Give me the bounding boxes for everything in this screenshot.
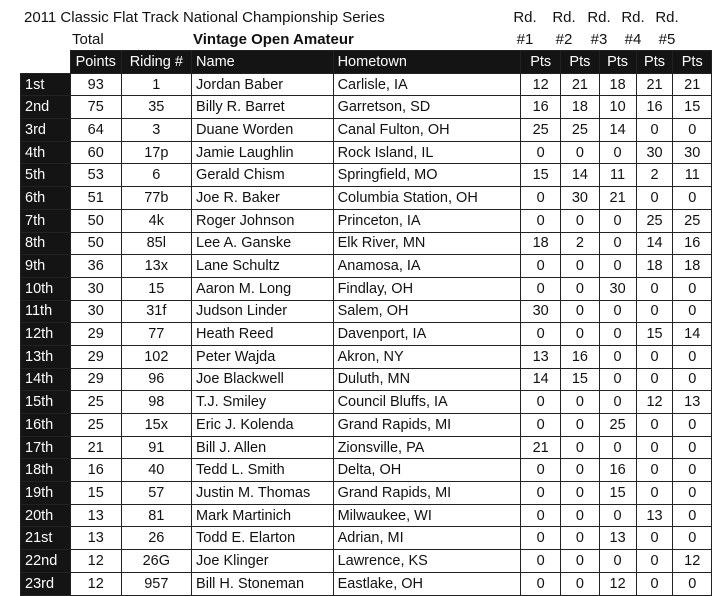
riding-number-cell: 98 [121, 391, 192, 414]
round-points-cell: 30 [521, 300, 561, 323]
points-cell: 13 [70, 527, 121, 550]
round-points-cell: 0 [521, 414, 561, 437]
round-points-cell: 0 [673, 459, 712, 482]
hometown-cell: Grand Rapids, MI [333, 414, 521, 437]
rank-cell: 8th [21, 232, 71, 255]
class-title: Vintage Open Amateur [193, 31, 354, 48]
round-points-cell: 0 [636, 572, 673, 595]
round-points-cell: 13 [599, 527, 636, 550]
table-row [21, 345, 712, 368]
round-points-cell: 0 [636, 436, 673, 459]
round-points-cell: 0 [636, 550, 673, 573]
column-header: Riding # [121, 51, 192, 74]
round-points-cell: 16 [561, 345, 599, 368]
round-points-cell: 0 [673, 527, 712, 550]
round-points-cell: 0 [599, 550, 636, 573]
round-points-cell: 0 [521, 323, 561, 346]
riding-number-cell: 102 [121, 345, 192, 368]
round-points-cell: 13 [521, 345, 561, 368]
round-points-cell: 11 [673, 164, 712, 187]
hometown-cell: Zionsville, PA [333, 436, 521, 459]
points-cell: 21 [70, 436, 121, 459]
round-points-cell: 18 [673, 255, 712, 278]
round-points-cell: 0 [673, 414, 712, 437]
points-cell: 50 [70, 209, 121, 232]
points-cell: 36 [70, 255, 121, 278]
table-row [21, 368, 712, 391]
hometown-cell: Eastlake, OH [333, 572, 521, 595]
round-label-top: Rd. [513, 9, 537, 26]
rank-cell: 14th [21, 368, 71, 391]
round-points-cell: 0 [521, 209, 561, 232]
round-points-cell: 18 [599, 73, 636, 96]
round-points-cell: 0 [599, 391, 636, 414]
rank-cell: 10th [21, 277, 71, 300]
round-points-cell: 0 [599, 345, 636, 368]
round-points-cell: 0 [636, 119, 673, 142]
round-points-cell: 0 [673, 572, 712, 595]
riding-number-cell: 40 [121, 459, 192, 482]
round-label-number: #2 [555, 31, 573, 48]
rank-cell: 22nd [21, 550, 71, 573]
points-cell: 12 [70, 550, 121, 573]
round-points-cell: 0 [599, 232, 636, 255]
round-points-cell: 25 [636, 209, 673, 232]
round-points-cell: 0 [561, 482, 599, 505]
round-points-cell: 16 [636, 96, 673, 119]
hometown-cell: Princeton, IA [333, 209, 521, 232]
rank-cell: 12th [21, 323, 71, 346]
round-points-cell: 0 [521, 459, 561, 482]
round-points-cell: 2 [561, 232, 599, 255]
round-points-cell: 21 [561, 73, 599, 96]
round-points-cell: 0 [561, 414, 599, 437]
name-cell: Eric J. Kolenda [192, 414, 334, 437]
round-points-cell: 14 [599, 119, 636, 142]
hometown-cell: Akron, NY [333, 345, 521, 368]
round-points-cell: 0 [521, 572, 561, 595]
name-cell: Lee A. Ganske [192, 232, 334, 255]
rank-cell: 18th [21, 459, 71, 482]
riding-number-cell: 3 [121, 119, 192, 142]
round-points-cell: 15 [673, 96, 712, 119]
name-cell: Tedd L. Smith [192, 459, 334, 482]
points-cell: 29 [70, 323, 121, 346]
table-row [21, 300, 712, 323]
points-cell: 60 [70, 141, 121, 164]
points-cell: 75 [70, 96, 121, 119]
round-points-cell: 0 [561, 300, 599, 323]
hometown-cell: Columbia Station, OH [333, 187, 521, 210]
table-row [21, 550, 712, 573]
round-points-cell: 0 [521, 277, 561, 300]
rank-cell: 9th [21, 255, 71, 278]
round-points-cell: 0 [673, 368, 712, 391]
table-row [21, 232, 712, 255]
round-points-cell: 16 [521, 96, 561, 119]
column-header: Pts [561, 51, 599, 74]
round-points-cell: 0 [673, 504, 712, 527]
table-header-row [21, 51, 712, 74]
round-points-cell: 16 [673, 232, 712, 255]
hometown-cell: Springfield, MO [333, 164, 521, 187]
hometown-cell: Davenport, IA [333, 323, 521, 346]
round-points-cell: 0 [561, 436, 599, 459]
round-points-cell: 0 [636, 187, 673, 210]
points-cell: 25 [70, 391, 121, 414]
table-row [21, 436, 712, 459]
round-points-cell: 0 [521, 550, 561, 573]
round-points-cell: 25 [521, 119, 561, 142]
round-points-cell: 21 [673, 73, 712, 96]
name-cell: Lane Schultz [192, 255, 334, 278]
round-points-cell: 15 [521, 164, 561, 187]
round-points-cell: 0 [561, 277, 599, 300]
table-row [21, 459, 712, 482]
points-cell: 12 [70, 572, 121, 595]
name-cell: Joe Blackwell [192, 368, 334, 391]
round-points-cell: 0 [521, 391, 561, 414]
round-points-cell: 0 [561, 572, 599, 595]
table-row [21, 527, 712, 550]
hometown-cell: Anamosa, IA [333, 255, 521, 278]
round-points-cell: 0 [561, 255, 599, 278]
rank-cell: 1st [21, 73, 71, 96]
name-cell: Jamie Laughlin [192, 141, 334, 164]
round-points-cell: 0 [599, 300, 636, 323]
round-points-cell: 0 [636, 459, 673, 482]
name-cell: T.J. Smiley [192, 391, 334, 414]
riding-number-cell: 15x [121, 414, 192, 437]
riding-number-cell: 81 [121, 504, 192, 527]
table-row [21, 572, 712, 595]
name-cell: Aaron M. Long [192, 277, 334, 300]
round-points-cell: 0 [561, 391, 599, 414]
round-points-cell: 0 [636, 300, 673, 323]
name-cell: Mark Martinich [192, 504, 334, 527]
round-points-cell: 2 [636, 164, 673, 187]
round-points-cell: 0 [636, 368, 673, 391]
rank-cell: 23rd [21, 572, 71, 595]
round-points-cell: 0 [521, 482, 561, 505]
round-points-cell: 14 [636, 232, 673, 255]
table-body [21, 73, 712, 595]
points-cell: 30 [70, 277, 121, 300]
hometown-cell: Council Bluffs, IA [333, 391, 521, 414]
round-points-cell: 0 [561, 323, 599, 346]
riding-number-cell: 57 [121, 482, 192, 505]
rank-cell: 17th [21, 436, 71, 459]
round-label-number: #1 [516, 31, 534, 48]
hometown-cell: Salem, OH [333, 300, 521, 323]
column-header: Pts [636, 51, 673, 74]
round-points-cell: 21 [521, 436, 561, 459]
rank-cell: 13th [21, 345, 71, 368]
round-points-cell: 0 [561, 504, 599, 527]
riding-number-cell: 31f [121, 300, 192, 323]
hometown-cell: Elk River, MN [333, 232, 521, 255]
round-points-cell: 0 [599, 436, 636, 459]
name-cell: Justin M. Thomas [192, 482, 334, 505]
round-points-cell: 0 [599, 255, 636, 278]
round-points-cell: 0 [673, 300, 712, 323]
standings-table [20, 50, 712, 596]
table-row [21, 277, 712, 300]
column-header: Pts [673, 51, 712, 74]
points-cell: 25 [70, 414, 121, 437]
points-cell: 29 [70, 345, 121, 368]
table-row [21, 323, 712, 346]
round-points-cell: 15 [561, 368, 599, 391]
table-row [21, 255, 712, 278]
round-points-cell: 0 [521, 255, 561, 278]
points-cell: 13 [70, 504, 121, 527]
name-cell: Bill J. Allen [192, 436, 334, 459]
name-cell: Gerald Chism [192, 164, 334, 187]
round-label-number: #4 [624, 31, 642, 48]
round-points-cell: 0 [636, 527, 673, 550]
name-cell: Duane Worden [192, 119, 334, 142]
table-row [21, 504, 712, 527]
round-label-top: Rd. [552, 9, 576, 26]
round-label-number: #5 [658, 31, 676, 48]
round-points-cell: 18 [636, 255, 673, 278]
hometown-cell: Adrian, MI [333, 527, 521, 550]
round-points-cell: 25 [561, 119, 599, 142]
round-points-cell: 12 [599, 572, 636, 595]
column-header: Pts [521, 51, 561, 74]
round-points-cell: 0 [561, 459, 599, 482]
round-label-top: Rd. [587, 9, 611, 26]
name-cell: Todd E. Elarton [192, 527, 334, 550]
round-points-cell: 10 [599, 96, 636, 119]
round-points-cell: 0 [636, 277, 673, 300]
riding-number-cell: 15 [121, 277, 192, 300]
hometown-cell: Milwaukee, WI [333, 504, 521, 527]
round-points-cell: 16 [599, 459, 636, 482]
round-points-cell: 0 [599, 368, 636, 391]
round-points-cell: 14 [561, 164, 599, 187]
round-points-cell: 12 [521, 73, 561, 96]
riding-number-cell: 1 [121, 73, 192, 96]
round-points-cell: 13 [673, 391, 712, 414]
hometown-cell: Carlisle, IA [333, 73, 521, 96]
points-cell: 51 [70, 187, 121, 210]
hometown-cell: Grand Rapids, MI [333, 482, 521, 505]
round-points-cell: 0 [561, 550, 599, 573]
column-header: Hometown [333, 51, 521, 74]
hometown-cell: Canal Fulton, OH [333, 119, 521, 142]
round-label-top: Rd. [621, 9, 645, 26]
round-points-cell: 18 [521, 232, 561, 255]
rank-cell: 3rd [21, 119, 71, 142]
rank-cell: 5th [21, 164, 71, 187]
table-row [21, 73, 712, 96]
rank-cell: 11th [21, 300, 71, 323]
column-header: Pts [599, 51, 636, 74]
rank-cell: 7th [21, 209, 71, 232]
round-points-cell: 21 [599, 187, 636, 210]
round-points-cell: 18 [561, 96, 599, 119]
rank-cell: 6th [21, 187, 71, 210]
round-points-cell: 30 [599, 277, 636, 300]
round-points-cell: 0 [521, 527, 561, 550]
round-points-cell: 0 [561, 141, 599, 164]
round-points-cell: 0 [599, 209, 636, 232]
hometown-cell: Lawrence, KS [333, 550, 521, 573]
round-points-cell: 0 [521, 504, 561, 527]
round-points-cell: 14 [673, 323, 712, 346]
points-cell: 64 [70, 119, 121, 142]
riding-number-cell: 17p [121, 141, 192, 164]
round-points-cell: 0 [561, 527, 599, 550]
points-cell: 50 [70, 232, 121, 255]
hometown-cell: Duluth, MN [333, 368, 521, 391]
rank-header [21, 51, 71, 74]
hometown-cell: Rock Island, IL [333, 141, 521, 164]
round-points-cell: 0 [673, 187, 712, 210]
round-points-cell: 0 [636, 414, 673, 437]
rank-cell: 2nd [21, 96, 71, 119]
name-cell: Joe R. Baker [192, 187, 334, 210]
name-cell: Judson Linder [192, 300, 334, 323]
table-row [21, 187, 712, 210]
round-points-cell: 0 [521, 187, 561, 210]
riding-number-cell: 26G [121, 550, 192, 573]
points-cell: 15 [70, 482, 121, 505]
hometown-cell: Delta, OH [333, 459, 521, 482]
round-points-cell: 0 [599, 141, 636, 164]
riding-number-cell: 13x [121, 255, 192, 278]
name-cell: Joe Klinger [192, 550, 334, 573]
riding-number-cell: 26 [121, 527, 192, 550]
round-points-cell: 0 [673, 436, 712, 459]
rank-cell: 16th [21, 414, 71, 437]
riding-number-cell: 957 [121, 572, 192, 595]
name-cell: Jordan Baber [192, 73, 334, 96]
round-points-cell: 0 [599, 504, 636, 527]
round-points-cell: 12 [673, 550, 712, 573]
name-cell: Billy R. Barret [192, 96, 334, 119]
rank-cell: 21st [21, 527, 71, 550]
round-points-cell: 13 [636, 504, 673, 527]
hometown-cell: Findlay, OH [333, 277, 521, 300]
round-points-cell: 0 [673, 345, 712, 368]
round-points-cell: 0 [673, 277, 712, 300]
name-cell: Heath Reed [192, 323, 334, 346]
table-row [21, 96, 712, 119]
hometown-cell: Garretson, SD [333, 96, 521, 119]
table-row [21, 209, 712, 232]
round-label-top: Rd. [655, 9, 679, 26]
table-row [21, 119, 712, 142]
round-points-cell: 0 [521, 141, 561, 164]
round-label-number: #3 [590, 31, 608, 48]
name-cell: Peter Wajda [192, 345, 334, 368]
points-cell: 93 [70, 73, 121, 96]
table-row [21, 164, 712, 187]
riding-number-cell: 77b [121, 187, 192, 210]
rank-cell: 19th [21, 482, 71, 505]
riding-number-cell: 6 [121, 164, 192, 187]
riding-number-cell: 35 [121, 96, 192, 119]
round-points-cell: 14 [521, 368, 561, 391]
round-points-cell: 12 [636, 391, 673, 414]
round-points-cell: 0 [636, 345, 673, 368]
name-cell: Roger Johnson [192, 209, 334, 232]
column-header: Name [192, 51, 334, 74]
round-points-cell: 15 [599, 482, 636, 505]
points-cell: 53 [70, 164, 121, 187]
round-points-cell: 30 [673, 141, 712, 164]
table-row [21, 391, 712, 414]
table-row [21, 482, 712, 505]
riding-number-cell: 4k [121, 209, 192, 232]
table-row [21, 141, 712, 164]
round-points-cell: 25 [599, 414, 636, 437]
points-cell: 29 [70, 368, 121, 391]
round-points-cell: 25 [673, 209, 712, 232]
table-row [21, 414, 712, 437]
round-points-cell: 15 [636, 323, 673, 346]
round-points-cell: 0 [673, 482, 712, 505]
round-points-cell: 0 [599, 323, 636, 346]
points-cell: 16 [70, 459, 121, 482]
column-header: Points [70, 51, 121, 74]
round-points-cell: 21 [636, 73, 673, 96]
rank-cell: 4th [21, 141, 71, 164]
riding-number-cell: 96 [121, 368, 192, 391]
rank-cell: 15th [21, 391, 71, 414]
round-points-cell: 30 [561, 187, 599, 210]
riding-number-cell: 77 [121, 323, 192, 346]
riding-number-cell: 85l [121, 232, 192, 255]
rank-cell: 20th [21, 504, 71, 527]
round-points-cell: 11 [599, 164, 636, 187]
total-label: Total [72, 31, 104, 48]
name-cell: Bill H. Stoneman [192, 572, 334, 595]
round-points-cell: 30 [636, 141, 673, 164]
riding-number-cell: 91 [121, 436, 192, 459]
series-title: 2011 Classic Flat Track National Championship Series [24, 9, 385, 26]
points-cell: 30 [70, 300, 121, 323]
round-points-cell: 0 [673, 119, 712, 142]
round-points-cell: 0 [561, 209, 599, 232]
round-points-cell: 0 [636, 482, 673, 505]
